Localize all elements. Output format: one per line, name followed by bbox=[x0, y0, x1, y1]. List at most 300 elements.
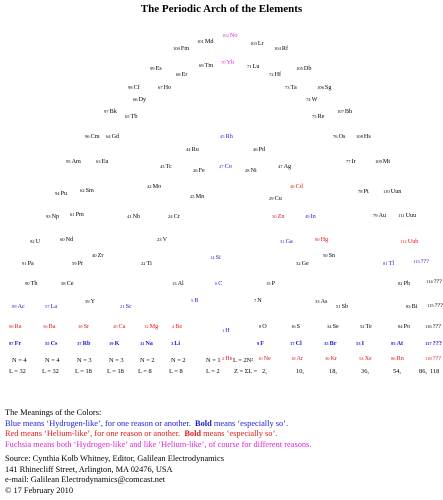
element-mg-12 bbox=[144, 323, 158, 331]
atomic-number: 70 bbox=[221, 60, 226, 65]
z-total: 86, bbox=[419, 368, 427, 375]
element-he-2 bbox=[222, 355, 233, 363]
element-symbol: Ag bbox=[283, 163, 292, 170]
element-symbol: Ta bbox=[290, 84, 297, 91]
element-symbol: Cf bbox=[133, 84, 140, 91]
element-symbol: Bk bbox=[109, 108, 117, 115]
element-pt-78 bbox=[358, 188, 369, 196]
atomic-number: 115 bbox=[427, 303, 434, 308]
element-symbol: Xe bbox=[364, 355, 372, 362]
element-fe-26 bbox=[193, 167, 205, 175]
element-sg-106 bbox=[317, 84, 331, 92]
element-ca-20 bbox=[113, 323, 125, 331]
atomic-number: 94 bbox=[55, 191, 60, 196]
element-hs-108 bbox=[356, 133, 371, 141]
element-symbol: O bbox=[262, 323, 267, 330]
atomic-number: 65 bbox=[125, 114, 130, 119]
element-bh-107 bbox=[337, 108, 352, 116]
element-symbol: Mt bbox=[382, 158, 391, 165]
legend-heading: The Meanings of the Colors: bbox=[5, 408, 102, 417]
element-symbol: Mg bbox=[149, 323, 159, 330]
element-symbol: Ti bbox=[146, 260, 152, 267]
element-xe-54 bbox=[359, 355, 372, 363]
element-symbol: Sb bbox=[341, 303, 349, 310]
atomic-number: 37 bbox=[77, 341, 82, 346]
atomic-number: 46 bbox=[253, 147, 258, 152]
element-tm-69 bbox=[199, 62, 213, 70]
atomic-number: 66 bbox=[133, 97, 138, 102]
atomic-number: 61 bbox=[70, 212, 75, 217]
atomic-number: 98 bbox=[128, 85, 133, 90]
element-symbol: Hf bbox=[274, 71, 282, 78]
element-symbol: ??? bbox=[432, 340, 442, 347]
element-symbol: Ba bbox=[48, 323, 56, 330]
atomic-number: 4 bbox=[172, 324, 175, 329]
element-symbol: Pa bbox=[27, 260, 34, 267]
element-ge-32 bbox=[296, 260, 309, 268]
element-pu-94 bbox=[55, 190, 67, 198]
element-symbol: Lr bbox=[257, 40, 264, 47]
element-symbol: Pt bbox=[363, 188, 369, 195]
element-symbol: Ga bbox=[285, 238, 293, 245]
atomic-number: 103 bbox=[250, 41, 257, 46]
n-label: N = 3 bbox=[77, 357, 92, 364]
atomic-number: 111 bbox=[398, 213, 405, 218]
atomic-number: 55 bbox=[45, 341, 50, 346]
element-symbol: Al bbox=[177, 280, 184, 287]
atomic-number: 10 bbox=[258, 356, 263, 361]
element-mo-42 bbox=[147, 183, 161, 191]
element-o-8 bbox=[259, 323, 267, 331]
element-pb-82 bbox=[398, 280, 410, 288]
atomic-number: 42 bbox=[147, 184, 152, 189]
element-symbol: Rn bbox=[396, 355, 404, 362]
element-symbol: Nb bbox=[132, 213, 141, 220]
element-br-35 bbox=[324, 340, 336, 348]
n-label: N = 3 bbox=[109, 357, 124, 364]
atomic-number: 118 bbox=[425, 356, 432, 361]
atomic-number: 36 bbox=[325, 356, 330, 361]
element-la-57 bbox=[45, 303, 57, 311]
element-symbol: Kr bbox=[330, 355, 338, 362]
element-symbol: N bbox=[257, 297, 262, 304]
copyright-line: © 17 February 2010 bbox=[5, 485, 74, 495]
element-symbol: Sm bbox=[85, 187, 94, 194]
element-al-13 bbox=[172, 280, 184, 288]
element-symbol: Ar bbox=[296, 355, 304, 362]
element-y-39 bbox=[85, 298, 95, 306]
email-line: e-mail: Galilean Electrodynamics@comcast.net bbox=[5, 475, 166, 485]
n-label: N = 2 bbox=[140, 357, 155, 364]
atomic-number: 91 bbox=[22, 261, 27, 266]
l-label: L = 32 bbox=[42, 368, 59, 375]
element-n-7 bbox=[254, 297, 262, 305]
element-sb-51 bbox=[336, 303, 348, 311]
element-symbol: Br bbox=[329, 340, 337, 347]
atomic-number: 2 bbox=[222, 356, 225, 361]
element-symbol: Sr bbox=[83, 323, 90, 330]
atomic-number: 114 bbox=[426, 279, 433, 284]
element-gd-64 bbox=[106, 133, 119, 141]
atomic-number: 34 bbox=[327, 324, 332, 329]
atomic-number: 25 bbox=[190, 194, 195, 199]
element-symbol: Au bbox=[378, 212, 387, 219]
atomic-number: 93 bbox=[46, 214, 51, 219]
element-symbol: ??? bbox=[420, 258, 429, 265]
atomic-number: 39 bbox=[85, 299, 90, 304]
atomic-number: 101 bbox=[197, 39, 204, 44]
element-symbol: Fm bbox=[180, 45, 190, 52]
atomic-number: 104 bbox=[274, 46, 281, 51]
element-lu-71 bbox=[247, 63, 259, 71]
element-uun-110 bbox=[383, 188, 401, 196]
element-w-74 bbox=[306, 96, 317, 104]
atomic-number: 32 bbox=[296, 261, 301, 266]
element-symbol: Ni bbox=[250, 167, 257, 174]
element-symbol: Uub bbox=[407, 238, 419, 245]
element-symbol: Ac bbox=[17, 303, 25, 310]
atomic-number: 26 bbox=[193, 168, 198, 173]
element-mt-109 bbox=[375, 158, 390, 166]
atomic-number: 51 bbox=[336, 304, 341, 309]
element-co-27 bbox=[219, 163, 232, 171]
element-fm-100 bbox=[173, 45, 189, 53]
atomic-number: 97 bbox=[104, 109, 109, 114]
element-symbol: Si bbox=[215, 254, 221, 261]
element-ra-88 bbox=[9, 323, 21, 331]
atomic-number: 14 bbox=[210, 255, 215, 260]
atomic-number: 17 bbox=[290, 341, 295, 346]
legend-blue-text: Blue means ‘Hydrogen-like’, for one reason or another. bbox=[5, 418, 191, 428]
atomic-number: 112 bbox=[400, 239, 407, 244]
element-symbol: Sn bbox=[328, 252, 336, 259]
element-qqq-118 bbox=[425, 355, 441, 363]
element-ne-10 bbox=[258, 355, 271, 363]
element-symbol: La bbox=[50, 303, 58, 310]
page-title: The Periodic Arch of the Elements bbox=[140, 3, 303, 15]
element-symbol: Pu bbox=[60, 190, 68, 197]
element-symbol: Cd bbox=[295, 183, 303, 190]
element-kr-36 bbox=[325, 355, 337, 363]
atomic-number: 30 bbox=[272, 214, 277, 219]
atomic-number: 116 bbox=[425, 324, 432, 329]
element-symbol: Hg bbox=[320, 236, 329, 243]
atomic-number: 15 bbox=[266, 281, 271, 286]
element-symbol: C bbox=[218, 280, 223, 287]
element-symbol: K bbox=[114, 340, 120, 347]
atomic-number: 48 bbox=[290, 184, 295, 189]
legend-red-bold: Bold bbox=[184, 429, 202, 439]
element-symbol: Hs bbox=[363, 133, 371, 140]
element-ir-77 bbox=[346, 158, 356, 166]
element-ce-58 bbox=[61, 280, 73, 288]
element-bk-97 bbox=[104, 108, 117, 116]
source-block bbox=[5, 454, 224, 496]
element-b-5 bbox=[191, 297, 198, 305]
element-qqq-113 bbox=[413, 258, 429, 266]
atomic-number: 75 bbox=[312, 114, 317, 119]
atomic-number: 106 bbox=[317, 85, 324, 90]
element-symbol: Dy bbox=[138, 96, 147, 103]
element-symbol: Ce bbox=[66, 280, 74, 287]
element-symbol: Pr bbox=[77, 260, 84, 267]
element-cm-96 bbox=[85, 133, 100, 141]
l-label: L = 18 bbox=[107, 368, 124, 375]
element-symbol: Ne bbox=[263, 355, 271, 362]
element-symbol: Ir bbox=[351, 158, 356, 165]
atomic-number: 47 bbox=[278, 164, 283, 169]
element-er-68 bbox=[176, 71, 187, 79]
element-symbol: I bbox=[361, 340, 365, 347]
element-pd-46 bbox=[253, 146, 265, 154]
atomic-number: 82 bbox=[398, 281, 403, 286]
element-symbol: Er bbox=[181, 71, 188, 78]
element-symbol: Re bbox=[317, 113, 325, 120]
legend-blue-bold: Bold bbox=[195, 418, 212, 428]
element-cu-29 bbox=[269, 195, 282, 203]
atomic-number: 73 bbox=[285, 85, 290, 90]
element-symbol: Ru bbox=[191, 146, 199, 153]
z-total: 18, bbox=[329, 368, 337, 375]
element-symbol: Co bbox=[224, 163, 232, 170]
element-symbol: Rb bbox=[82, 340, 91, 347]
element-symbol: Uun bbox=[390, 188, 402, 195]
atomic-number: 64 bbox=[106, 134, 111, 139]
atomic-number: 108 bbox=[356, 134, 363, 139]
atomic-number: 87 bbox=[9, 341, 14, 346]
atomic-number: 9 bbox=[257, 341, 260, 346]
element-os-76 bbox=[333, 133, 345, 141]
n-label: N = 4 bbox=[12, 357, 27, 364]
element-sc-21 bbox=[120, 303, 132, 311]
element-eu-63 bbox=[96, 158, 108, 166]
l-label: L = 8 bbox=[169, 368, 183, 375]
element-symbol: S bbox=[296, 323, 301, 330]
element-symbol: H bbox=[225, 327, 230, 334]
element-symbol: Md bbox=[204, 38, 214, 45]
atomic-number: 50 bbox=[323, 253, 328, 258]
element-rh-45 bbox=[220, 133, 233, 141]
element-zr-40 bbox=[92, 252, 103, 260]
address-line: 141 Rhinecliff Street, Arlington, MA 02476, USA bbox=[5, 464, 173, 474]
element-am-95 bbox=[66, 158, 81, 166]
z-total: 36, bbox=[361, 368, 369, 375]
element-symbol: Mo bbox=[152, 183, 162, 190]
element-qqq-114 bbox=[426, 278, 442, 286]
element-symbol: Ca bbox=[118, 323, 126, 330]
element-hg-80 bbox=[315, 236, 328, 244]
element-symbol: Uuu bbox=[405, 212, 417, 219]
atomic-number: 71 bbox=[247, 64, 252, 69]
element-es-99 bbox=[150, 65, 162, 73]
atomic-number: 68 bbox=[176, 72, 181, 77]
element-cr-24 bbox=[168, 213, 180, 221]
element-th-90 bbox=[25, 280, 37, 288]
element-ac-89 bbox=[12, 303, 25, 311]
atomic-number: 52 bbox=[360, 324, 365, 329]
element-symbol: Se bbox=[332, 323, 339, 330]
element-fr-87 bbox=[9, 340, 21, 348]
atomic-number: 69 bbox=[199, 63, 204, 68]
element-symbol: Fr bbox=[14, 340, 22, 347]
element-symbol: Lu bbox=[252, 63, 260, 70]
element-symbol: Cm bbox=[90, 133, 100, 140]
element-ba-56 bbox=[43, 323, 55, 331]
element-nd-60 bbox=[60, 236, 73, 244]
element-symbol: No bbox=[229, 32, 238, 39]
element-c-6 bbox=[215, 280, 222, 288]
element-symbol: Cr bbox=[173, 213, 180, 220]
atomic-number: 23 bbox=[157, 237, 162, 242]
element-symbol: F bbox=[260, 340, 265, 347]
element-symbol: Db bbox=[303, 65, 312, 72]
element-s-16 bbox=[291, 323, 300, 331]
element-symbol: Yb bbox=[226, 59, 235, 66]
atomic-number: 109 bbox=[375, 159, 382, 164]
atomic-number: 20 bbox=[113, 324, 118, 329]
atomic-number: 92 bbox=[30, 239, 35, 244]
element-symbol: Ra bbox=[14, 323, 22, 330]
element-sm-62 bbox=[80, 187, 94, 195]
atomic-number: 63 bbox=[96, 159, 101, 164]
element-na-11 bbox=[140, 340, 153, 348]
n-label: N = 2 bbox=[171, 357, 186, 364]
atomic-number: 6 bbox=[215, 281, 218, 286]
element-li-3 bbox=[171, 340, 180, 348]
atomic-number: 67 bbox=[158, 85, 163, 90]
element-db-105 bbox=[296, 65, 311, 73]
element-sn-50 bbox=[323, 252, 335, 260]
atomic-number: 1 bbox=[222, 328, 225, 333]
element-uuu-111 bbox=[398, 212, 416, 220]
element-k-19 bbox=[109, 340, 119, 348]
element-pm-61 bbox=[70, 211, 84, 219]
element-qqq-117 bbox=[425, 340, 442, 348]
element-symbol: As bbox=[320, 298, 328, 305]
element-symbol: Zr bbox=[97, 252, 104, 259]
element-symbol: B bbox=[194, 297, 199, 304]
atomic-number: 22 bbox=[141, 261, 146, 266]
element-as-33 bbox=[315, 298, 327, 306]
element-symbol: Es bbox=[155, 65, 162, 72]
z-total: 118 bbox=[430, 368, 440, 375]
element-symbol: Fe bbox=[198, 167, 205, 174]
element-po-84 bbox=[398, 323, 410, 331]
element-tb-65 bbox=[125, 113, 137, 121]
element-ar-18 bbox=[291, 355, 303, 363]
element-tl-81 bbox=[383, 260, 394, 268]
element-symbol: In bbox=[310, 213, 316, 220]
atomic-number: 49 bbox=[305, 214, 310, 219]
element-pa-91 bbox=[22, 260, 34, 268]
element-symbol: Cl bbox=[295, 340, 302, 347]
atomic-number: 18 bbox=[291, 356, 296, 361]
element-symbol: Bh bbox=[344, 108, 353, 115]
element-symbol: Mn bbox=[195, 193, 205, 200]
element-symbol: Np bbox=[51, 213, 60, 220]
element-symbol: Rh bbox=[225, 133, 233, 140]
atomic-number: 29 bbox=[269, 196, 274, 201]
atomic-number: 16 bbox=[291, 324, 296, 329]
element-dy-66 bbox=[133, 96, 146, 104]
atomic-number: 100 bbox=[173, 46, 180, 51]
element-qqq-115 bbox=[427, 302, 443, 310]
atomic-number: 107 bbox=[337, 109, 344, 114]
element-symbol: Tm bbox=[204, 62, 214, 69]
atomic-number: 35 bbox=[324, 341, 329, 346]
element-te-52 bbox=[360, 323, 372, 331]
atomic-number: 60 bbox=[60, 237, 65, 242]
element-symbol: Pb bbox=[403, 280, 411, 287]
atomic-number: 96 bbox=[85, 134, 90, 139]
atomic-number: 76 bbox=[333, 134, 338, 139]
atomic-number: 54 bbox=[359, 356, 364, 361]
element-symbol: Tb bbox=[130, 113, 138, 120]
legend-fuchsia: Fuchsia means both ‘Hydrogen-like’ and like ‘Helium-like’, of course for different reasons. bbox=[5, 439, 312, 449]
legend-red-tail: means ‘especially so’. bbox=[201, 429, 278, 439]
atomic-number: 44 bbox=[186, 147, 191, 152]
element-be-4 bbox=[172, 323, 182, 331]
atomic-number: 31 bbox=[280, 239, 285, 244]
n-label: N = 4 bbox=[45, 357, 60, 364]
atomic-number: 19 bbox=[109, 341, 114, 346]
element-symbol: Tc bbox=[165, 163, 172, 170]
atomic-number: 41 bbox=[127, 214, 132, 219]
element-ti-22 bbox=[141, 260, 152, 268]
element-symbol: Na bbox=[145, 340, 153, 347]
element-symbol: Cs bbox=[50, 340, 58, 347]
atomic-number: 58 bbox=[61, 281, 66, 286]
atomic-number: 38 bbox=[78, 324, 83, 329]
element-cs-55 bbox=[45, 340, 57, 348]
element-cd-48 bbox=[290, 183, 303, 191]
element-h-1 bbox=[222, 327, 230, 335]
element-in-49 bbox=[305, 213, 316, 221]
element-symbol: Pm bbox=[75, 211, 84, 218]
element-symbol: Rf bbox=[281, 45, 289, 52]
element-at-85 bbox=[391, 340, 403, 348]
element-re-75 bbox=[312, 113, 324, 121]
atomic-number: 11 bbox=[140, 341, 145, 346]
l-label: L = 18 bbox=[75, 368, 92, 375]
element-au-79 bbox=[373, 212, 386, 220]
atomic-number: 53 bbox=[356, 341, 361, 346]
atomic-number: 7 bbox=[254, 298, 257, 303]
element-symbol: Bi bbox=[411, 303, 418, 310]
atomic-number: 27 bbox=[219, 164, 224, 169]
atomic-number: 85 bbox=[391, 341, 396, 346]
atomic-number: 79 bbox=[373, 213, 378, 218]
l-label: L = 8 bbox=[138, 368, 152, 375]
atomic-number: 78 bbox=[358, 189, 363, 194]
atomic-number: 62 bbox=[80, 188, 85, 193]
z-total: 2, bbox=[262, 368, 267, 375]
source-line: Source: Cynthia Kolb Whitney, Editor, Galilean Electrodynamics bbox=[5, 454, 224, 463]
atomic-number: 12 bbox=[144, 324, 149, 329]
legend-blue-tail: means ‘especially so’. bbox=[211, 418, 289, 428]
element-ag-47 bbox=[278, 163, 291, 171]
atomic-number: 83 bbox=[406, 304, 411, 309]
element-lr-103 bbox=[250, 40, 264, 48]
atomic-number: 59 bbox=[72, 261, 77, 266]
element-symbol: Gd bbox=[111, 133, 120, 140]
atomic-number: 21 bbox=[120, 304, 125, 309]
element-se-34 bbox=[327, 323, 339, 331]
legend-blue bbox=[5, 419, 440, 430]
element-symbol: Be bbox=[175, 323, 183, 330]
element-symbol: W bbox=[311, 96, 318, 103]
atomic-number: 74 bbox=[306, 97, 311, 102]
